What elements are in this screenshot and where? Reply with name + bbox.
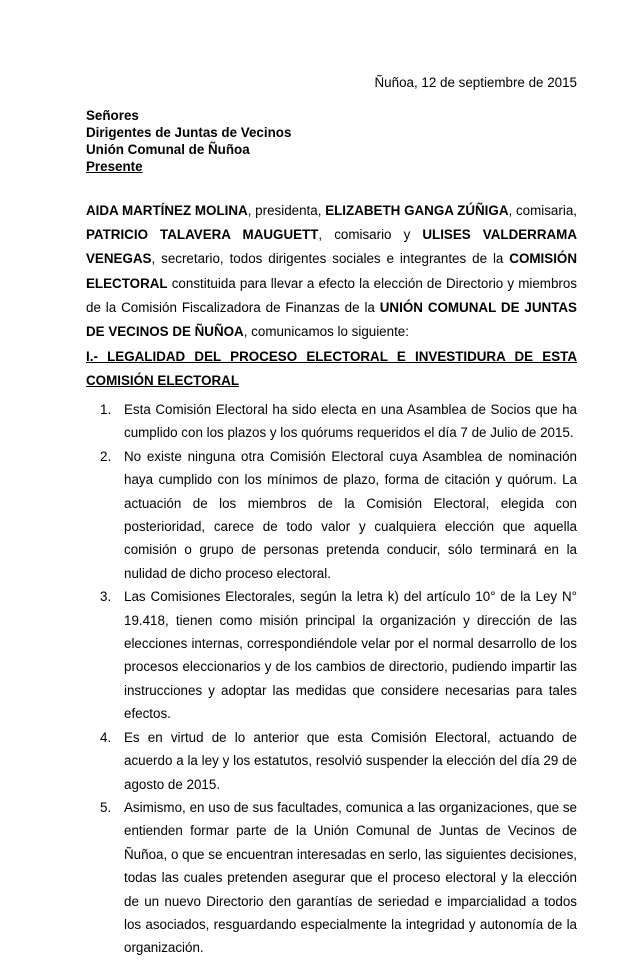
addressee-recipients: Dirigentes de Juntas de Vecinos [86, 125, 292, 140]
list-item-number: 2. [100, 448, 112, 464]
list-item-text: No existe ninguna otra Comisión Electoral cuya Asamblea de nominación haya cumplido con los mínimos de plazo, forma de citación y quórum. La actuación de los miembros de la Comisión Electoral, elegida con posterioridad, carece de todo valor y cualquiera elección que aquella comisión o grupo de personas pretenda conducir, sólo terminará en la nulidad de dicho proceso electoral. [124, 448, 577, 581]
list-item [86, 398, 577, 445]
name-comisaria: ELIZABETH GANGA ZÚÑIGA [325, 203, 509, 218]
addressee-presente: Presente [86, 159, 143, 174]
name-comisario: PATRICIO TALAVERA MAUGUETT [86, 227, 319, 243]
name-secretario: ULISES VALDERRAMA VENEGAS [86, 227, 578, 267]
list-item-number: 5. [100, 799, 112, 815]
list-item [86, 585, 577, 725]
list-item-text: Es en virtud de lo anterior que esta Comisión Electoral, actuando de acuerdo a la ley y los estatutos, resolvió suspender la elección del día 29 de agosto de 2015. [124, 729, 577, 792]
list-item-number: 1. [100, 402, 112, 417]
numbered-list [86, 398, 577, 960]
list-item [86, 445, 577, 585]
date-line: Ñuñoa, 12 de septiembre de 2015 [374, 75, 577, 90]
section-title [86, 345, 577, 393]
intro-text-4: , secretario, todos dirigentes sociales e integrantes de la [151, 251, 510, 267]
list-item-number: 4. [100, 729, 112, 745]
intro-text-3: , comisario y [318, 227, 423, 243]
addressee-organization: Unión Comunal de Ñuñoa [86, 142, 250, 157]
intro-text-1: , presidenta, [247, 203, 326, 218]
section-title-line1: I.- LEGALIDAD DEL PROCESO ELECTORAL E INVESTIDURA DE ESTA [86, 349, 577, 364]
intro-text-5: constituida para llevar a efecto la elección de Directorio y miembros de la Comisión Fiscalizadora de Finanzas de la [86, 275, 577, 315]
commission-name: COMISIÓN ELECTORAL [86, 251, 577, 291]
name-president: AIDA MARTÍNEZ MOLINA [86, 203, 248, 218]
section-title-line2: COMISIÓN ELECTORAL [86, 373, 240, 389]
list-item-number: 3. [100, 589, 112, 605]
list-item-text: Asimismo, en uso de sus facultades, comunica a las organizaciones, que se entienden formar parte de la Unión Comunal de Juntas de Vecinos de Ñuñoa, o que se encuentran interesadas en serlo, las siguientes decisiones, todas las cuales pretenden asegurar que el proceso electoral y la elección de un nuevo Directorio den garantías de seriedad e imparcialidad a todos los asociados, resguardando especialmente la integridad y autonomía de la organización. [124, 799, 577, 956]
addressee-block [86, 107, 291, 175]
list-item-text: Esta Comisión Electoral ha sido electa en una Asamblea de Socios que ha cumplido con los plazos y los quórums requeridos el día 7 de Julio de 2015. [124, 402, 577, 441]
intro-text-6: , comunicamos lo siguiente: [243, 324, 409, 340]
intro-text-2: , comisaria, [508, 203, 577, 218]
intro-paragraph [86, 199, 577, 344]
list-item [86, 726, 577, 796]
addressee-salutation: Señores [86, 108, 139, 123]
list-item-text: Las Comisiones Electorales, según la letra k) del artículo 10° de la Ley N° 19.418, tienen como misión principal la organización y dirección de las elecciones internas, correspondiéndole velar por el normal desarrollo de los procesos eleccionarios y de los cambios de directorio, pudiendo impartir las instrucciones y adoptar las medidas que considere necesarias para tales efectos. [124, 589, 577, 722]
union-name: UNIÓN COMUNAL DE JUNTAS DE VECINOS DE ÑUÑOA [86, 299, 577, 340]
list-item [86, 796, 577, 960]
